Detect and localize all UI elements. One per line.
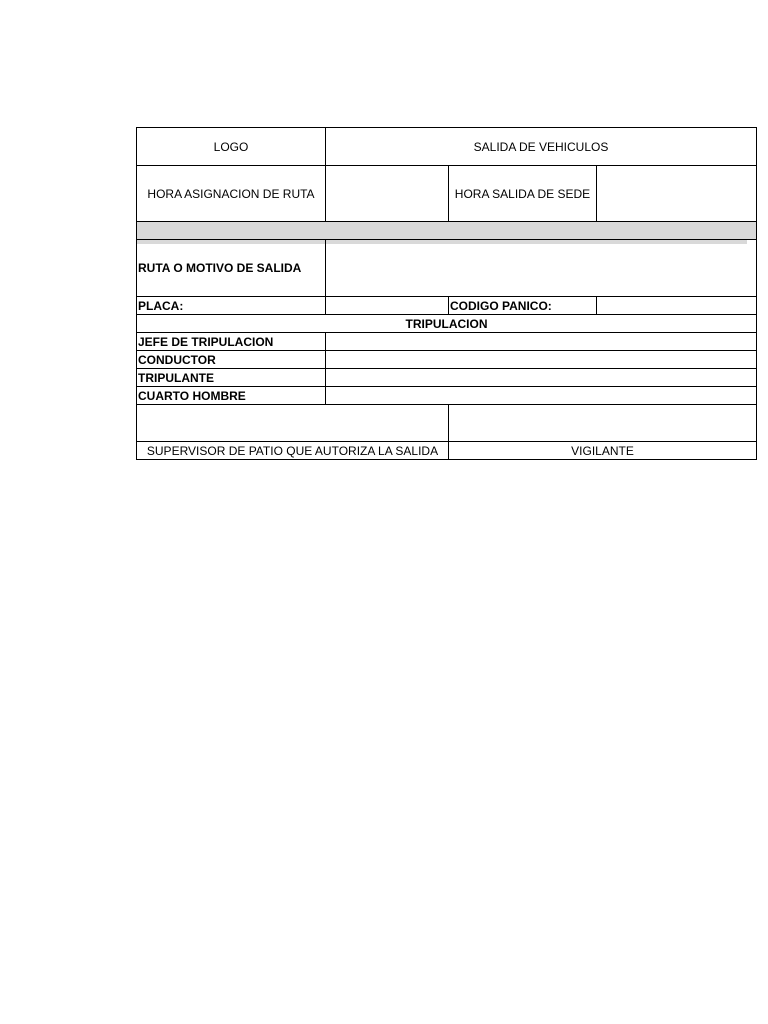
supervisor-signature-space[interactable]: [137, 405, 449, 442]
codigo-panico-value[interactable]: [597, 297, 757, 315]
crew-value-jefe[interactable]: [326, 333, 757, 351]
crew-label-jefe: JEFE DE TRIPULACION: [137, 333, 326, 351]
form-viewport: [136, 127, 634, 479]
vigilante-signature-space[interactable]: [449, 405, 757, 442]
codigo-panico-label: CODIGO PANICO:: [449, 297, 597, 315]
hora-salida-label: HORA SALIDA DE SEDE: [449, 166, 597, 222]
logo-cell: LOGO: [137, 128, 326, 166]
vehicle-exit-form: [136, 127, 757, 460]
gray-row: [137, 222, 757, 240]
tripulacion-header: [137, 315, 757, 333]
tripulacion-header-text: TRIPULACION: [405, 316, 488, 331]
placa-label: PLACA:: [137, 297, 326, 315]
form-title-text: SALIDA DE VEHICULOS: [473, 139, 609, 154]
supervisor-label: SUPERVISOR DE PATIO QUE AUTORIZA LA SALIDA: [137, 442, 449, 460]
placa-value[interactable]: [326, 297, 449, 315]
hora-asignacion-value[interactable]: [326, 166, 449, 222]
vigilante-label: VIGILANTE: [449, 442, 757, 460]
crew-label-tripulante: TRIPULANTE: [137, 369, 326, 387]
ruta-label: RUTA O MOTIVO DE SALIDA: [137, 240, 326, 297]
form-title: [326, 128, 757, 166]
hora-asignacion-label: HORA ASIGNACION DE RUTA: [137, 166, 326, 222]
crew-value-cuarto-hombre[interactable]: [326, 387, 757, 405]
ruta-value[interactable]: [326, 240, 757, 297]
crew-value-conductor[interactable]: [326, 351, 757, 369]
hora-salida-value[interactable]: [597, 166, 757, 222]
crew-label-conductor: CONDUCTOR: [137, 351, 326, 369]
crew-label-cuarto-hombre: CUARTO HOMBRE: [137, 387, 326, 405]
crew-value-tripulante[interactable]: [326, 369, 757, 387]
